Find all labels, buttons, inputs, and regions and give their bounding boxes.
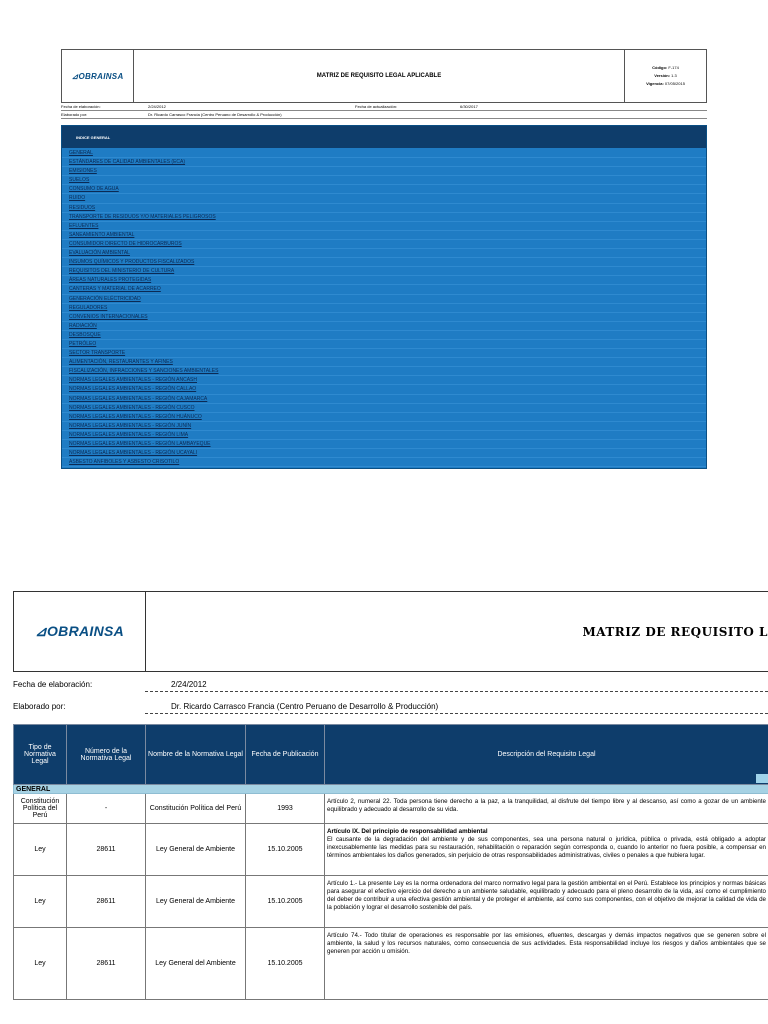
- descripcion-text: Artículo 2, numeral 22. Toda persona tiene derecho a la paz, a la tranquilidad, al disfrute del tiempo libre y al descanso, así como a gozar de un ambiente equilibrado y adecuado al desarrollo de su vida.: [327, 798, 766, 813]
- index-link[interactable]: REGULADORES: [62, 304, 706, 313]
- cell-descripcion: [325, 824, 768, 876]
- index-link[interactable]: NORMAS LEGALES AMBIENTALES - REGIÓN HUÁNUCO: [62, 413, 706, 422]
- logo-text: ⊿OBRAINSA: [34, 623, 125, 639]
- index-link[interactable]: DESBOSQUE: [62, 331, 706, 340]
- index-link[interactable]: GENERACIÓN ELÉCTRICIDAD: [62, 295, 706, 304]
- cell-nombre: Ley General de Ambiente: [146, 876, 246, 928]
- company-logo: [62, 50, 134, 102]
- index-link[interactable]: RUIDO: [62, 194, 706, 203]
- column-header-numero: Número de la Normativa Legal: [67, 725, 146, 785]
- sheet-edge-marker: [756, 774, 768, 783]
- table-row: [14, 824, 768, 876]
- index-link[interactable]: SANEAMIENTO AMBIENTAL: [62, 231, 706, 240]
- index-link[interactable]: GENERAL: [62, 149, 706, 158]
- sheet-title: MATRIZ DE REQUISITO L: [582, 624, 768, 639]
- descripcion-title: Artículo IX. Del principio de responsabilidad ambiental: [327, 828, 488, 835]
- table-row: [14, 876, 768, 928]
- index-link[interactable]: NORMAS LEGALES AMBIENTALES - REGIÓN ANCASH: [62, 376, 706, 385]
- cell-fecha: 15.10.2005: [246, 928, 325, 1000]
- cell-nombre: Constitución Política del Perú: [146, 794, 246, 824]
- dates-row: [61, 103, 707, 111]
- fecha-actualizacion-value: 6/30/2017: [460, 104, 478, 109]
- fecha-elaboracion-value: 2/24/2012: [148, 104, 166, 109]
- section-row-general: [14, 785, 768, 794]
- index-link[interactable]: SECTOR TRANSPORTE: [62, 349, 706, 358]
- logo-text: ⊿OBRAINSA: [71, 71, 124, 81]
- index-link[interactable]: ASBESTO ANFIBOLES Y ASBESTO CRISOTILO: [62, 458, 706, 467]
- index-link[interactable]: NORMAS LEGALES AMBIENTALES - REGIÓN UCAYALI: [62, 449, 706, 458]
- legal-requirements-table: [13, 724, 768, 1000]
- elaborado-row: [13, 692, 768, 714]
- fecha-elaboracion-label: Fecha de elaboración:: [13, 680, 93, 689]
- version-line: Versión: 1.3: [654, 73, 677, 78]
- index-link[interactable]: NORMAS LEGALES AMBIENTALES - REGIÓN LIMA: [62, 431, 706, 440]
- cell-descripcion: [325, 876, 768, 928]
- descripcion-text: El causante de la degradación del ambiente y de sus componentes, sea una persona natural o jurídica, pública o privada, está obligado a adoptar inexcusablemente las medidas para su restauración, rehabilitación o reparación según corresponda o, cuando lo anterior no fuera posible, a compensar en términos ambientales los daños generados, sin perjuicio de otras responsabilidades administrativas, civiles o penales a que hubiera lugar.: [327, 836, 766, 859]
- index-link[interactable]: SUELOS: [62, 176, 706, 185]
- index-link[interactable]: PETRÓLEO: [62, 340, 706, 349]
- index-link[interactable]: NORMAS LEGALES AMBIENTALES - REGIÓN LAMBAYEQUE: [62, 440, 706, 449]
- elaborado-label: Elaborado por:: [13, 702, 66, 711]
- column-header-nombre: Nombre de la Normativa Legal: [146, 725, 246, 785]
- index-link[interactable]: NORMAS LEGALES AMBIENTALES - REGIÓN CAJAMARCA: [62, 395, 706, 404]
- index-link[interactable]: ÁREAS NATURALES PROTEGIDAS: [62, 276, 706, 285]
- cell-fecha: 15.10.2005: [246, 876, 325, 928]
- index-link[interactable]: RADIACIÓN: [62, 322, 706, 331]
- elaborado-label: Elaborado por:: [61, 112, 88, 117]
- section-label: GENERAL: [14, 785, 768, 794]
- table-row: [14, 928, 768, 1000]
- vigencia-line: Vigencia: 07/05/2015: [646, 81, 685, 86]
- cell-numero: 28611: [67, 928, 146, 1000]
- index-link[interactable]: ALIMENTACIÓN, RESTAURANTES Y AFINES: [62, 358, 706, 367]
- company-logo: [14, 592, 146, 671]
- index-link[interactable]: CONVENIOS INTERNACIONALES: [62, 313, 706, 322]
- index-link[interactable]: EVALUACIÓN AMBIENTAL: [62, 249, 706, 258]
- index-sheet-header: [61, 49, 707, 103]
- index-sheet: [61, 49, 707, 469]
- elaborado-value: Dr. Ricardo Carrasco Francia (Centro Peruano de Desarrollo & Producción): [145, 702, 768, 714]
- general-index: [61, 125, 707, 469]
- index-link[interactable]: TRANSPORTE DE RESIDUOS Y/O MATERIALES PELIGROSOS: [62, 213, 706, 222]
- descripcion-text: Artículo 74.- Todo titular de operaciones es responsable por las emisiones, efluentes, descargas y demás impactos negativos que se generen sobre el ambiente, la salud y los recursos naturales, como consecuencia de sus actividades. Esta responsabilidad incluye los riesgos y daños ambientales que se generen por acción u omisión.: [327, 932, 766, 955]
- cell-tipo: Ley: [14, 928, 67, 1000]
- table-row: [14, 794, 768, 824]
- index-heading: INDICE GENERAL: [62, 126, 706, 148]
- index-link[interactable]: EMISIONES: [62, 167, 706, 176]
- cell-nombre: Ley General de Ambiente: [146, 824, 246, 876]
- index-link[interactable]: RESIDUOS: [62, 204, 706, 213]
- index-link[interactable]: CONSUMO DE AGUA: [62, 185, 706, 194]
- codigo-line: Código: F-174: [652, 65, 679, 70]
- descripcion-text: Artículo 1.- La presente Ley es la norma ordenadora del marco normativo legal para la gestión ambiental en el Perú. Establece los principios y normas básicas para asegurar el efectivo ejercicio del derecho a un ambiente saludable, equilibrado y adecuado para el pleno desarrollo de la vida, así como el cumplimiento del deber de contribuir a una efectiva gestión ambiental y de proteger el ambiente, así como sus componentes, con el objetivo de mejorar la calidad de vida de la población y lograr el desarrollo sostenible del país.: [327, 880, 766, 911]
- cell-fecha: 1993: [246, 794, 325, 824]
- cell-descripcion: [325, 928, 768, 1000]
- cell-tipo: Ley: [14, 876, 67, 928]
- cell-tipo: Constitución Política del Perú: [14, 794, 67, 824]
- fecha-elaboracion-label: Fecha de elaboración:: [61, 104, 101, 109]
- column-header-fecha: Fecha de Publicación: [246, 725, 325, 785]
- author-row: [61, 111, 707, 119]
- index-link[interactable]: REQUISITOS DEL MINISTERIO DE CULTURA: [62, 267, 706, 276]
- cell-tipo: Ley: [14, 824, 67, 876]
- column-header-descripcion: Descripción del Requisito Legal: [325, 725, 768, 785]
- column-header-tipo: Tipo de Normativa Legal: [14, 725, 67, 785]
- sheet-title: MATRIZ DE REQUISITO LEGAL APLICABLE: [316, 73, 442, 79]
- fecha-elaboracion-value: 2/24/2012: [145, 680, 768, 692]
- index-link[interactable]: NORMAS LEGALES AMBIENTALES - REGIÓN CUSCO: [62, 404, 706, 413]
- index-link[interactable]: EFLUENTES: [62, 222, 706, 231]
- cell-numero: -: [67, 794, 146, 824]
- index-link[interactable]: FISCALIZACIÓN, INFRACCIONES Y SANCIONES AMBIENTALES: [62, 367, 706, 376]
- index-link[interactable]: INSUMOS QUÍMICOS Y PRODUCTOS FISCALIZADOS: [62, 258, 706, 267]
- document-meta: [624, 50, 706, 102]
- cell-numero: 28611: [67, 876, 146, 928]
- cell-fecha: 15.10.2005: [246, 824, 325, 876]
- cell-numero: 28611: [67, 824, 146, 876]
- index-link[interactable]: CONSUMIDOR DIRECTO DE HIDROCARBUROS: [62, 240, 706, 249]
- index-link[interactable]: NORMAS LEGALES AMBIENTALES - REGIÓN CALLAO: [62, 385, 706, 394]
- cell-descripcion: [325, 794, 768, 824]
- fecha-actualizacion-label: Fecha de actualización:: [355, 104, 398, 109]
- matrix-sheet-header: [13, 591, 768, 672]
- index-link[interactable]: ESTÁNDARES DE CALIDAD AMBIENTALES (ECA): [62, 158, 706, 167]
- matrix-sheet: [13, 591, 768, 1003]
- index-link[interactable]: NORMAS LEGALES AMBIENTALES - REGIÓN JUNÍN: [62, 422, 706, 431]
- table-header-row: [14, 725, 768, 785]
- index-link[interactable]: CANTERAS Y MATERIAL DE ACARREO: [62, 285, 706, 294]
- elaborado-value: Dr. Ricardo Carrasco Francia (Centro Peruano de Desarrollo & Producción): [148, 112, 282, 117]
- cell-nombre: Ley General del Ambiente: [146, 928, 246, 1000]
- index-list: [62, 148, 706, 468]
- fecha-elaboracion-row: [13, 672, 768, 692]
